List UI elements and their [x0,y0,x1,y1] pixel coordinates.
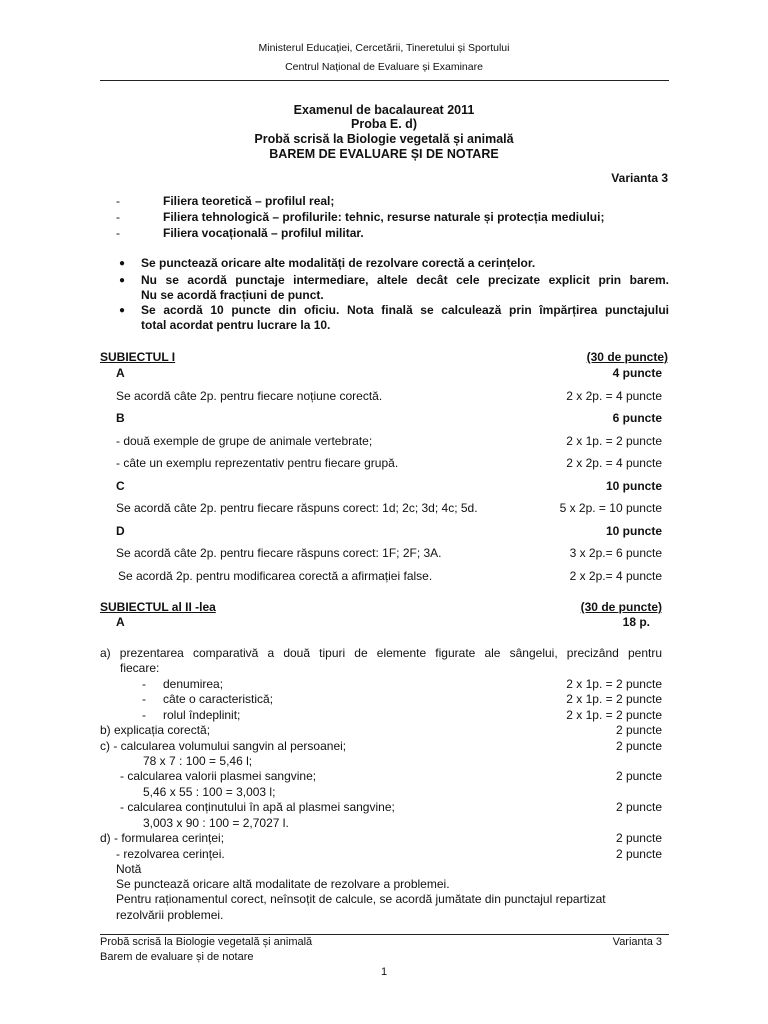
exam-subject: Probă scrisă la Biologie vegetală și animală [254,132,514,146]
item-d-text: d) - formularea cerinței; [100,831,225,845]
criterion-score: 2 puncte [615,769,662,783]
section-label: C [116,479,125,493]
note-text: rezolvării problemei. [116,908,224,922]
criterion-score: 2 x 2p. = 4 puncte [566,456,662,470]
criterion-text: - câte un exemplu reprezentativ pentru fiecare grupă. [116,456,399,470]
section-label: A [116,366,125,380]
subiect1-points: (30 de puncte) [586,350,668,364]
bullet-icon: ● [119,305,126,316]
criterion-score: 2 x 1p. = 2 puncte [566,708,662,722]
item-c-text: - calcularea conținutului în apă al plasmei sangvine; [120,800,395,814]
criterion-score: 5 x 2p. = 10 puncte [559,501,662,515]
dash-marker: - [116,226,120,240]
dash-marker: - [116,194,120,208]
criterion-text: - două exemple de grupe de animale vertebrate; [116,434,373,448]
sub-criterion: câte o caracteristică; [163,692,274,706]
section-points: 10 puncte [605,524,662,538]
filiera-item: Filiera teoretică – profilul real; [163,194,335,208]
section-label: D [116,524,125,538]
sub-criterion: rolul îndeplinit; [163,708,241,722]
exam-title: Examenul de bacalaureat 2011 [293,103,475,117]
exam-proba: Proba E. d) [351,117,417,131]
section-label: B [116,411,125,425]
page-number: 1 [380,966,388,978]
calculation: 78 x 7 : 100 = 5,46 l; [143,754,253,768]
subiect2-title: SUBIECTUL al II -lea [100,600,216,614]
item-a-text-cont: fiecare: [120,661,160,675]
footer-barem: Barem de evaluare și de notare [100,951,254,963]
criterion-score: 2 puncte [615,723,662,737]
barem-title: BAREM DE EVALUARE ȘI DE NOTARE [269,147,499,161]
item-b-text: b) explicația corectă; [100,723,211,737]
rule-item-cont: total acordat pentru lucrare la 10. [141,318,331,332]
bullet-icon: ● [119,275,126,286]
variant-label: Varianta 3 [611,171,668,185]
center-header: Centrul Național de Evaluare și Examinare [285,61,483,73]
criterion-score: 2 puncte [615,800,662,814]
section-label: A [116,615,125,629]
criterion-score: 2 x 1p. = 2 puncte [566,692,662,706]
subiect1-title: SUBIECTUL I [100,350,176,364]
criterion-text: Se acordă câte 2p. pentru fiecare răspuns corect: 1F; 2F; 3A. [116,546,442,560]
subiect2-points: (30 de puncte) [580,600,662,614]
criterion-text: Se acordă 2p. pentru modificarea corectă a afirmației false. [118,569,433,583]
dash-marker: - [142,708,146,722]
item-c-text: c) - calcularea volumului sangvin al persoanei; [100,739,347,753]
criterion-text: Se acordă câte 2p. pentru fiecare noțiune corectă. [116,389,383,403]
criterion-score: 2 puncte [615,739,662,753]
criterion-score: 2 puncte [615,831,662,845]
item-a-text: a) prezentarea comparativă a două tipuri de elemente figurate ale sângelui, precizând pentru [100,646,662,660]
item-d-text: - rezolvarea cerinței. [116,847,225,861]
footer-variant: Varianta 3 [612,936,662,948]
filiera-item: Filiera vocațională – profilul militar. [163,226,364,240]
dash-marker: - [116,210,120,224]
criterion-score: 3 x 2p.= 6 puncte [569,546,662,560]
dash-marker: - [142,692,146,706]
footer-rule [100,934,669,935]
dash-marker: - [142,677,146,691]
section-points: 6 puncte [612,411,662,425]
filiera-item: Filiera tehnologică – profilurile: tehnic, resurse naturale și protecția mediului; [163,210,605,224]
criterion-text: Se acordă câte 2p. pentru fiecare răspuns corect: 1d; 2c; 3d; 4c; 5d. [116,501,478,515]
criterion-score: 2 puncte [615,847,662,861]
criterion-score: 2 x 2p.= 4 puncte [569,569,662,583]
note-title: Notă [116,862,142,876]
footer-exam: Probă scrisă la Biologie vegetală și animală [100,936,313,948]
ministry-header: Ministerul Educației, Cercetării, Tineretului și Sportului [258,42,510,54]
rule-item: Se punctează oricare alte modalități de rezolvare corectă a cerințelor. [141,256,536,270]
calculation: 3,003 x 90 : 100 = 2,7027 l. [143,816,289,830]
section-points: 18 p. [622,615,650,629]
header-rule [100,80,669,81]
section-points: 10 puncte [605,479,662,493]
calculation: 5,46 x 55 : 100 = 3,003 l; [143,785,276,799]
item-c-text: - calcularea valorii plasmei sangvine; [120,769,317,783]
rule-item-cont: Nu se acordă fracțiuni de punct. [141,288,324,302]
bullet-icon: ● [119,258,126,269]
sub-criterion: denumirea; [163,677,224,691]
note-text: Pentru raționamentul corect, neînsoțit de calcule, se acordă jumătate din punctajul repartizat [116,892,606,906]
rule-item: Nu se acordă punctaje intermediare, altele decât cele precizate explicit prin barem. [141,273,669,287]
section-points: 4 puncte [612,366,662,380]
criterion-score: 2 x 1p. = 2 puncte [566,434,662,448]
rule-item: Se acordă 10 puncte din oficiu. Nota finală se calculează prin împărțirea punctajului [141,303,669,317]
note-text: Se punctează oricare altă modalitate de rezolvare a problemei. [116,877,450,891]
criterion-score: 2 x 1p. = 2 puncte [566,677,662,691]
criterion-score: 2 x 2p. = 4 puncte [566,389,662,403]
